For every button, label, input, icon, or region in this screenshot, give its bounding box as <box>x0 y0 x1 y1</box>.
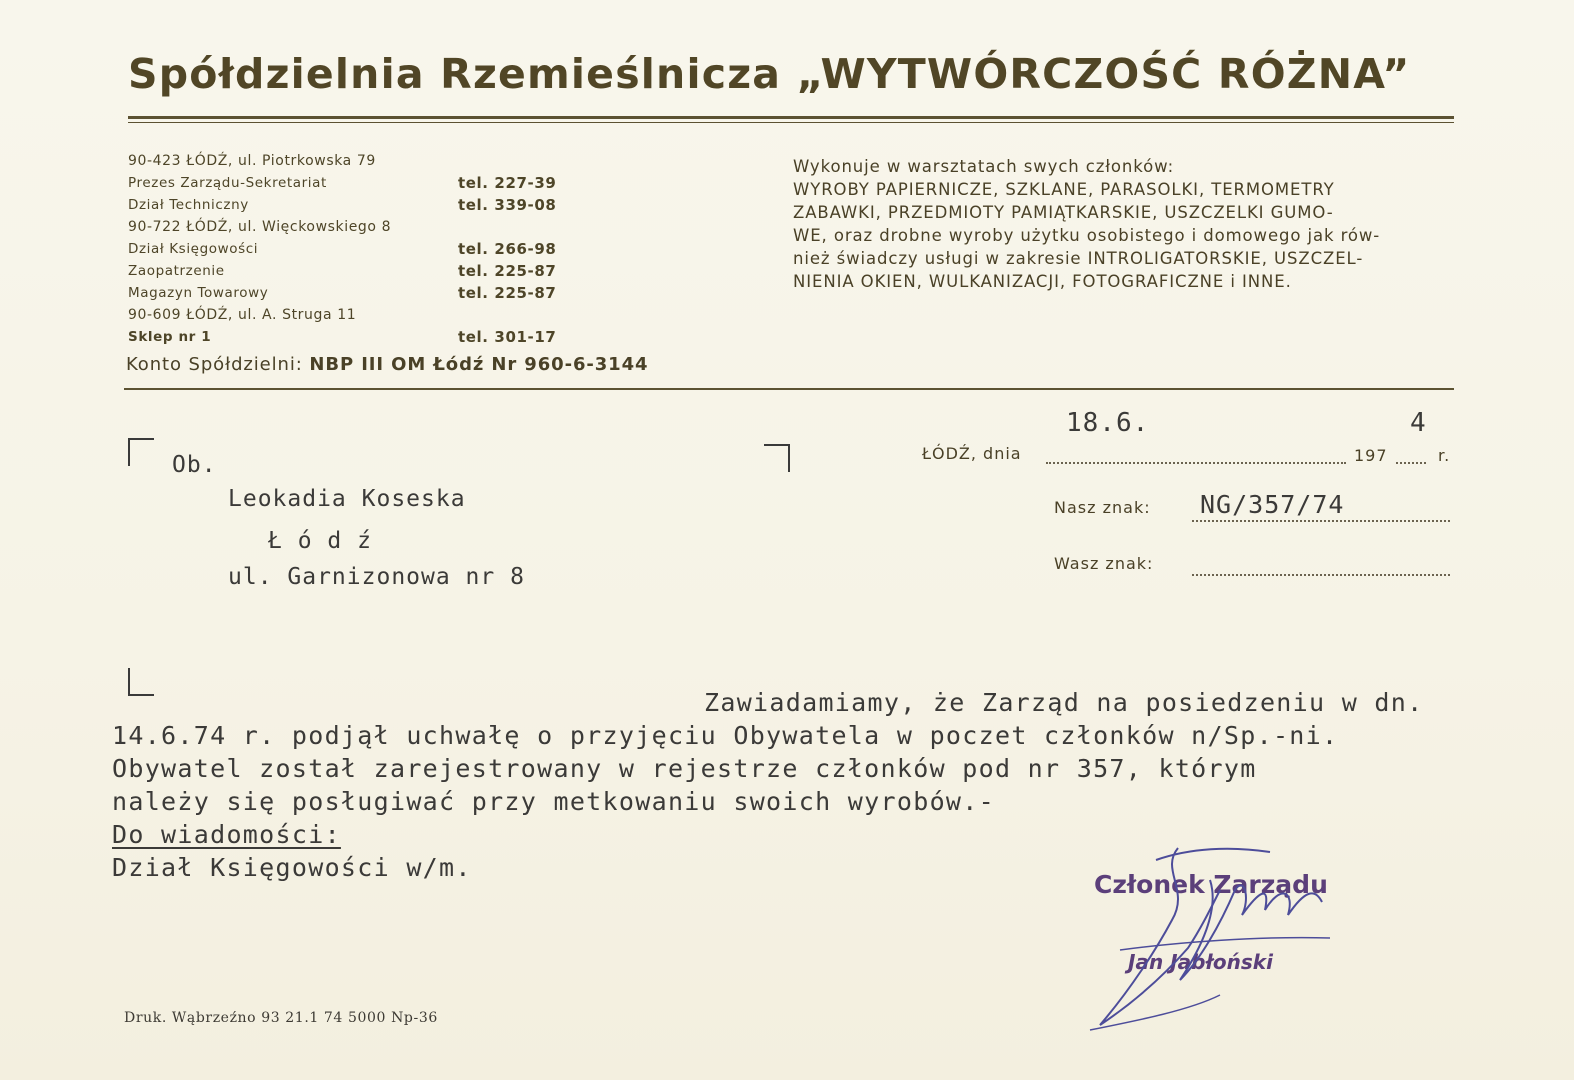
date-year-digit: 4 <box>1410 408 1426 438</box>
address-row: 90-722 ŁÓDŹ, ul. Więckowskiego 8 <box>128 219 392 235</box>
year-dotted-line <box>1396 462 1426 464</box>
address-block <box>128 150 598 348</box>
address-row: Dział Księgowości tel. 266-98 <box>128 240 557 258</box>
our-ref-value: NG/357/74 <box>1200 490 1345 519</box>
services-line: ZABAWKI, PRZEDMIOTY PAMIĄTKARSKIE, USZCZELKI GUMO- <box>793 203 1334 222</box>
our-ref-dotted-line <box>1192 520 1450 522</box>
addressee-salutation: Ob. <box>172 452 217 478</box>
date-dotted-line <box>1046 462 1346 464</box>
body-line: Obywatel został zarejestrowany w rejestrze członków pod nr 357, którym <box>112 754 1257 783</box>
bank-account <box>126 354 648 375</box>
address-row: 90-609 ŁÓDŹ, ul. A. Struga 11 <box>128 307 357 323</box>
addressee-city: Ł ó d ź <box>268 528 372 554</box>
header-rule-thick <box>128 116 1454 119</box>
your-ref-dotted-line <box>1192 574 1450 576</box>
cc-value: Dział Księgowości w/m. <box>112 853 472 882</box>
address-row: Sklep nr 1 tel. 301-17 <box>128 328 557 346</box>
our-ref-label: Nasz znak: <box>1054 498 1151 517</box>
letterhead-title: Spółdzielnia Rzemieślnicza „WYTWÓRCZOŚĆ RÓŻNA” <box>128 50 1411 98</box>
date-year-prefix: 197 <box>1354 446 1388 465</box>
bank-account-label: Konto Spółdzielni: <box>126 354 303 375</box>
services-line: WE, oraz drobne wyroby użytku osobistego i domowego jak rów- <box>793 226 1381 245</box>
address-row: Zaopatrzenie tel. 225-87 <box>128 262 557 280</box>
address-row: Dział Techniczny tel. 339-08 <box>128 196 557 214</box>
header-rule-thin <box>128 122 1454 123</box>
bank-account-value: NBP III OM Łódź Nr 960-6-3144 <box>309 354 649 375</box>
date-day-month: 18.6. <box>1066 408 1150 438</box>
letterhead-bottom-rule <box>124 388 1454 390</box>
address-row: 90-423 ŁÓDŹ, ul. Piotrkowska 79 <box>128 153 376 169</box>
date-year-suffix: r. <box>1438 446 1451 465</box>
your-ref-label: Wasz znak: <box>1054 554 1154 573</box>
date-reference-block <box>922 408 1462 588</box>
stamp-name: Jan Jabłoński <box>1128 950 1273 974</box>
body-line: 14.6.74 r. podjął uchwałę o przyjęciu Obywatela w poczet członków n/Sp.-ni. <box>112 721 1339 750</box>
address-row: Magazyn Towarowy tel. 225-87 <box>128 284 557 302</box>
services-line: NIENIA OKIEN, WULKANIZACJI, FOTOGRAFICZNE i INNE. <box>793 272 1292 291</box>
window-corner-top-left <box>128 438 154 466</box>
body-line: Zawiadamiamy, że Zarząd na posiedzeniu w dn. <box>704 688 1424 717</box>
services-line: WYROBY PAPIERNICZE, SZKLANE, PARASOLKI, TERMOMETRY <box>793 180 1335 199</box>
printer-imprint: Druk. Wąbrzeźno 93 21.1 74 5000 Np-36 <box>124 1010 438 1026</box>
date-city-label: ŁÓDŹ, dnia <box>922 444 1022 463</box>
stamp-role: Członek Zarządu <box>1094 870 1328 899</box>
address-row: Prezes Zarządu-Sekretariat tel. 227-39 <box>128 174 557 192</box>
window-corner-top-right <box>764 444 790 472</box>
services-line: Wykonuje w warsztatach swych członków: <box>793 157 1175 176</box>
signature-mark <box>1060 830 1360 1050</box>
addressee-name: Leokadia Koseska <box>228 486 466 512</box>
services-block <box>793 155 1473 293</box>
cc-label: Do wiadomości: <box>112 820 341 849</box>
addressee-street: ul. Garnizonowa nr 8 <box>228 564 525 590</box>
services-line: nież świadczy usługi w zakresie INTROLIGATORSKIE, USZCZEL- <box>793 249 1364 268</box>
body-line: należy się posługiwać przy metkowaniu swoich wyrobów.- <box>112 787 995 816</box>
